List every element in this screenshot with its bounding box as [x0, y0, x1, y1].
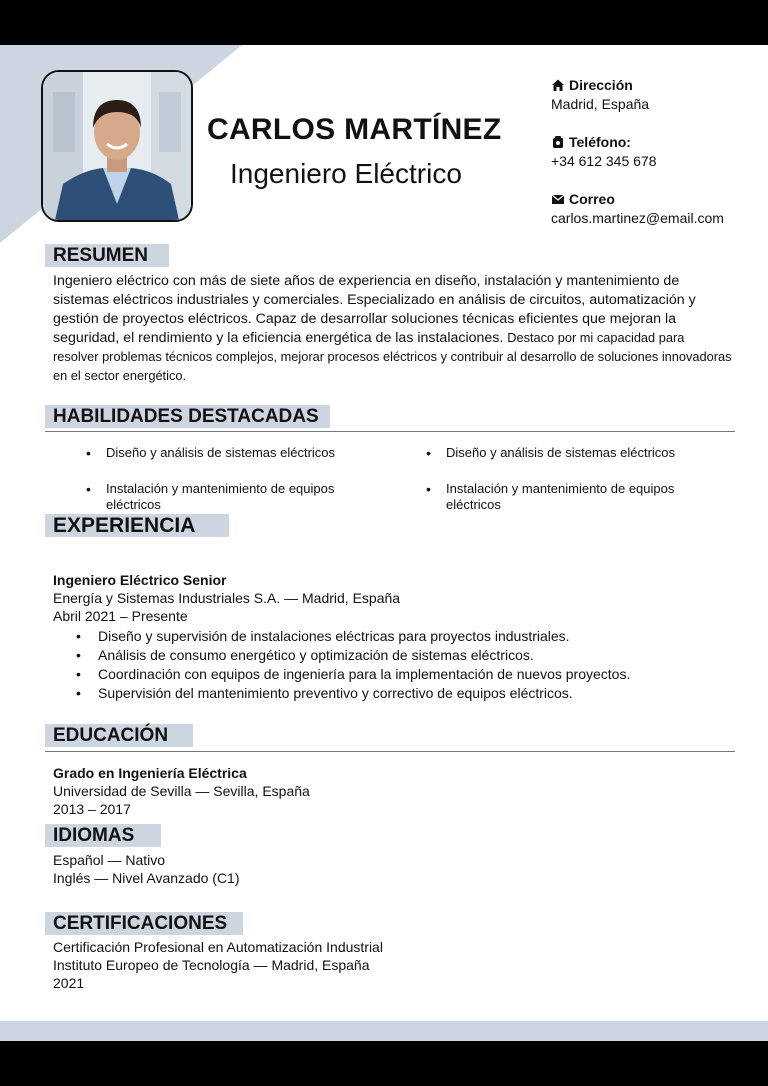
languages-heading: IDIOMAS — [45, 824, 161, 847]
skill-item: • Instalación y mantenimiento de equipos eléctricos — [78, 481, 366, 513]
degree: Grado en Ingeniería Eléctrica — [53, 765, 247, 781]
summary-main: Ingeniero eléctrico con más de siete años de experiencia en diseño, instalación y mantenimiento de sistemas eléctricos industriales y comerciales. Especializado en análisis de circuitos, automatización y gestión de proyectos eléctricos. Capaz de desarrollar soluciones técnicas eficientes que mejoran la seguridad, el rendimiento y la eficiencia energética de las instalaciones. — [53, 273, 696, 346]
job-responsibilities — [73, 627, 630, 703]
skill-item: • Instalación y mantenimiento de equipos eléctricos — [418, 481, 706, 513]
phone-label: Teléfono: — [569, 134, 631, 150]
job-dates: Abril 2021 – Presente — [53, 608, 188, 624]
candidate-role: Ingeniero Eléctrico — [230, 158, 462, 189]
resume-page — [0, 45, 768, 1041]
job-company: Energía y Sistemas Industriales S.A. — Madrid, España — [53, 590, 401, 606]
contact-email — [551, 191, 724, 226]
profile-photo — [41, 70, 193, 222]
mail-icon — [551, 192, 565, 206]
education-entry — [53, 764, 310, 818]
experience-entry — [53, 571, 400, 625]
languages-list — [53, 851, 240, 887]
experience-heading: EXPERIENCIA — [45, 514, 229, 537]
responsibility-item: • Análisis de consumo energético y optimización de sistemas eléctricos. — [73, 646, 630, 665]
contact-phone — [551, 134, 657, 169]
phone-value: +34 612 345 678 — [551, 153, 657, 169]
summary-heading: RESUMEN — [45, 244, 169, 267]
candidate-name: CARLOS MARTÍNEZ — [207, 113, 502, 146]
education-years: 2013 – 2017 — [53, 801, 131, 817]
summary-text — [53, 271, 733, 385]
school: Universidad de Sevilla — Sevilla, España — [53, 783, 310, 799]
skills-heading: HABILIDADES DESTACADAS — [45, 405, 330, 428]
skills-right-column — [418, 445, 706, 533]
responsibility-item: • Coordinación con equipos de ingeniería para la implementación de nuevos proyectos. — [73, 665, 630, 684]
address-label: Dirección — [569, 77, 633, 93]
contact-address — [551, 77, 649, 112]
certification-name: Certificación Profesional en Automatización Industrial — [53, 939, 383, 955]
phone-icon — [551, 135, 565, 149]
address-value: Madrid, España — [551, 96, 650, 112]
certification-year: 2021 — [53, 975, 85, 991]
email-value[interactable]: carlos.martinez@email.com — [551, 210, 724, 226]
responsibility-item: • Supervisión del mantenimiento preventivo y correctivo de equipos eléctricos. — [73, 684, 630, 703]
skill-item: • Diseño y análisis de sistemas eléctricos — [418, 445, 706, 461]
language-item: Inglés — Nivel Avanzado (C1) — [53, 870, 240, 886]
skill-item: • Diseño y análisis de sistemas eléctricos — [78, 445, 366, 461]
skills-divider — [45, 431, 735, 432]
education-divider — [45, 751, 735, 752]
language-item: Español — Nativo — [53, 852, 166, 868]
email-label: Correo — [569, 191, 615, 207]
certifications-heading: CERTIFICACIONES — [45, 912, 243, 935]
certification-issuer: Instituto Europeo de Tecnología — Madrid, España — [53, 957, 370, 973]
home-icon — [551, 78, 565, 92]
bottom-band — [0, 1021, 768, 1041]
certification-entry — [53, 938, 383, 992]
summary-extra: Destaco por mi capacidad para resolver problemas técnicos complejos, mejorar procesos eléctricos y contribuir al desarrollo de soluciones innovadoras en el sector energético. — [53, 330, 732, 383]
education-heading: EDUCACIÓN — [45, 724, 193, 747]
job-title: Ingeniero Eléctrico Senior — [53, 572, 227, 588]
responsibility-item: • Diseño y supervisión de instalaciones eléctricas para proyectos industriales. — [73, 627, 630, 646]
